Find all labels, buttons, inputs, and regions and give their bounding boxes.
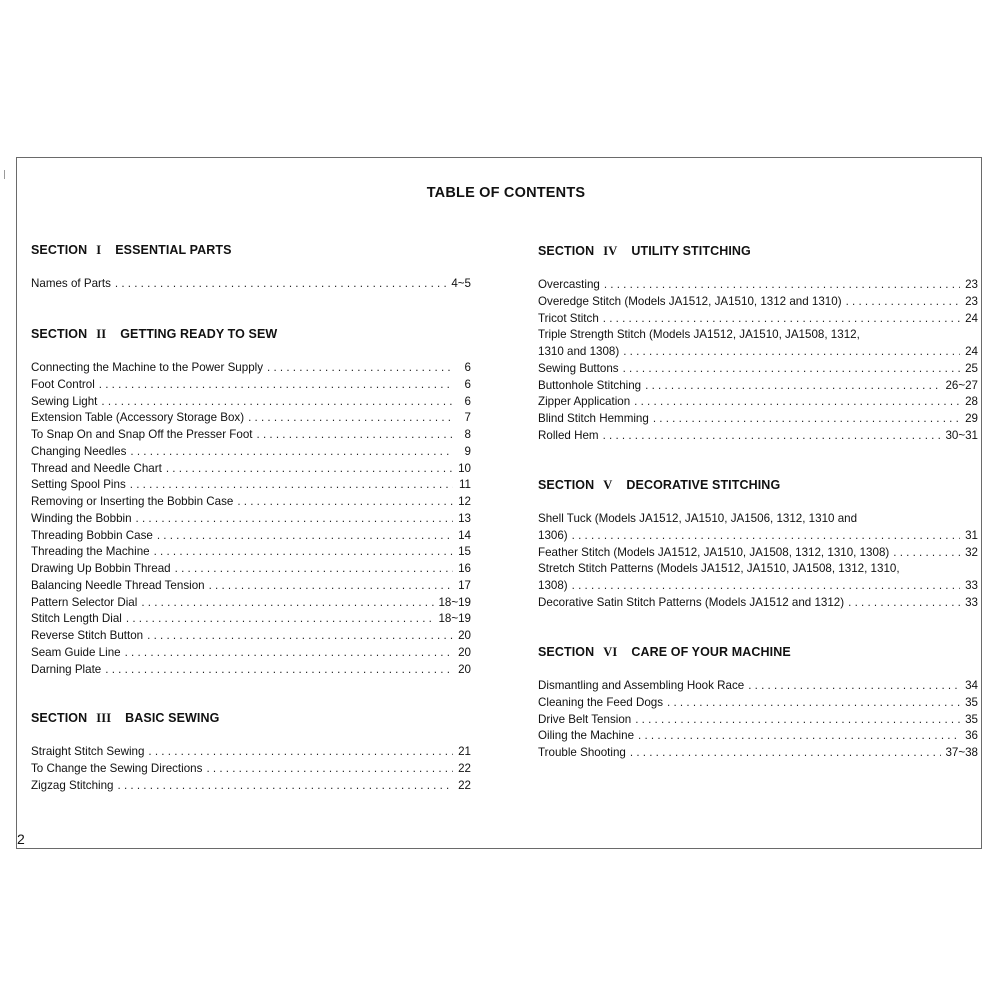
toc-entry-label: Changing Needles [31, 444, 127, 458]
toc-entry-label: Straight Stitch Sewing [31, 745, 145, 758]
toc-entry [538, 511, 978, 528]
toc-entry-page: 29 [965, 412, 978, 425]
toc-entry [31, 761, 471, 778]
toc-entry-label: Dismantling and Assembling Hook Race [538, 679, 745, 692]
toc-entry [538, 678, 978, 695]
dot-leader [105, 662, 453, 679]
toc-entry-list [538, 511, 978, 612]
edge-mark [4, 170, 5, 179]
toc-entry-page: 35 [965, 712, 978, 726]
toc-entry [538, 528, 978, 545]
toc-entry-page: 31 [965, 528, 978, 542]
toc-entry [538, 428, 978, 445]
toc-entry [538, 394, 978, 411]
section-numeral: VI [603, 645, 618, 659]
toc-entry-page: 23 [965, 294, 978, 308]
toc-entry-page: 28 [965, 395, 978, 409]
toc-entry-page: 35 [965, 695, 978, 709]
toc-entry [31, 561, 471, 578]
toc-entry-label: Setting Spool Pins [31, 478, 126, 492]
section-word: SECTION [31, 711, 88, 725]
dot-leader [166, 461, 453, 478]
dot-leader [603, 311, 960, 328]
toc-entry-label: 1310 and 1308) [538, 345, 620, 358]
toc-entry [538, 311, 978, 328]
toc-entry-label: Names of Parts [31, 277, 111, 290]
toc-entry [31, 377, 471, 394]
toc-entry-list [538, 277, 978, 445]
dot-leader [623, 344, 960, 361]
toc-entry-page: 33 [965, 595, 978, 609]
dot-leader [257, 427, 454, 444]
dot-leader [206, 761, 453, 778]
toc-entry-label: Overcasting [538, 278, 600, 291]
toc-entry [31, 276, 471, 293]
section-word: SECTION [31, 327, 88, 341]
toc-entry-label: Cleaning the Feed Dogs [538, 695, 664, 709]
dot-leader [572, 528, 960, 545]
toc-entry-page: 4~5 [451, 277, 471, 290]
toc-entry-page: 22 [458, 761, 471, 775]
section-heading [31, 710, 471, 727]
section-4 [538, 243, 978, 445]
toc-entry [538, 578, 978, 595]
section-3 [31, 710, 471, 794]
toc-entry-label: Darning Plate [31, 662, 102, 676]
toc-entry [31, 611, 471, 628]
dot-leader [630, 745, 942, 762]
toc-entry [538, 277, 978, 294]
dot-leader [237, 494, 453, 511]
toc-entry [538, 327, 978, 344]
toc-entry-page: 20 [458, 645, 471, 659]
dot-leader [653, 411, 960, 428]
page-title: TABLE OF CONTENTS [426, 185, 586, 201]
toc-entry [538, 745, 978, 762]
section-word: SECTION [538, 645, 595, 659]
toc-entry-label: Winding the Bobbin [31, 511, 132, 525]
toc-entry [538, 561, 978, 578]
dot-leader [667, 695, 960, 712]
dot-leader [147, 628, 453, 645]
toc-entry [31, 494, 471, 511]
toc-entry [31, 461, 471, 478]
toc-entry-page: 20 [458, 662, 471, 676]
section-heading [31, 326, 471, 343]
toc-entry-list [538, 678, 978, 762]
toc-entry [538, 378, 978, 395]
toc-entry-label: Connecting the Machine to the Power Supply [31, 361, 264, 374]
toc-entry [31, 410, 471, 427]
dot-leader [175, 561, 453, 578]
toc-entry-page: 18~19 [438, 595, 471, 609]
section-name: BASIC SEWING [125, 711, 220, 725]
toc-entry-list [31, 276, 471, 293]
toc-entry-page: 36 [965, 729, 978, 743]
toc-entry [538, 411, 978, 428]
section-name: UTILITY STITCHING [631, 244, 751, 258]
toc-entry-label: Balancing Needle Thread Tension [31, 578, 205, 592]
toc-entry-page: 15 [458, 545, 471, 559]
toc-entry [31, 528, 471, 545]
toc-entry-page: 6 [464, 394, 471, 408]
dot-leader [248, 410, 453, 427]
toc-entry-label: Zigzag Stitching [31, 778, 114, 792]
toc-entry-page: 37~38 [945, 746, 978, 759]
toc-entry-page: 18~19 [438, 612, 471, 626]
dot-leader [893, 545, 960, 562]
toc-entry-label: Trouble Shooting [538, 746, 626, 759]
toc-entry-label: Blind Stitch Hemming [538, 412, 649, 425]
toc-entry-label: Oiling the Machine [538, 729, 635, 743]
dot-leader [846, 294, 960, 311]
dot-leader [154, 544, 453, 561]
toc-entry [538, 712, 978, 729]
dot-leader [101, 394, 453, 411]
toc-entry [538, 595, 978, 612]
toc-entry [31, 427, 471, 444]
toc-entry-label: Reverse Stitch Button [31, 629, 144, 642]
section-1 [31, 242, 471, 293]
dot-leader [572, 578, 960, 595]
toc-entry [31, 511, 471, 528]
toc-entry-page: 14 [458, 528, 471, 542]
toc-entry-label: Extension Table (Accessory Storage Box) [31, 411, 245, 425]
toc-entry [31, 744, 471, 761]
toc-entry [31, 662, 471, 679]
section-heading [538, 477, 978, 494]
toc-entry-label: Seam Guide Line [31, 645, 121, 659]
section-name: CARE OF YOUR MACHINE [631, 645, 791, 659]
toc-entry [31, 578, 471, 595]
dot-leader [136, 511, 453, 528]
section-word: SECTION [31, 243, 88, 257]
toc-entry-label: Stitch Length Dial [31, 612, 122, 626]
dot-leader [645, 378, 941, 395]
section-2 [31, 326, 471, 678]
toc-entry-label: Feather Stitch (Models JA1512, JA1510, JA1508, 1312, 1310, 1308) [538, 545, 890, 559]
dot-leader [157, 528, 453, 545]
toc-entry-label: Sewing Light [31, 394, 98, 408]
toc-entry-label: Zipper Application [538, 395, 631, 409]
toc-entry-label: Stretch Stitch Patterns (Models JA1512, JA1510, JA1508, 1312, 1310, [538, 562, 900, 576]
toc-entry-label: Thread and Needle Chart [31, 461, 162, 475]
toc-entry-list [31, 744, 471, 794]
toc-entry-page: 9 [464, 444, 471, 458]
dot-leader [638, 728, 960, 745]
toc-entry-label: Buttonhole Stitching [538, 378, 642, 392]
dot-leader [635, 712, 960, 729]
dot-leader [130, 477, 453, 494]
toc-entry-page: 11 [458, 478, 471, 492]
section-numeral: V [603, 478, 613, 492]
dot-leader [848, 595, 960, 612]
toc-entry-label: Overedge Stitch (Models JA1512, JA1510, 1312 and 1310) [538, 294, 842, 308]
dot-leader [118, 778, 454, 795]
toc-entry-label: 1308) [538, 579, 568, 592]
toc-entry-page: 10 [458, 461, 471, 475]
dot-leader [604, 277, 960, 294]
toc-entry [31, 544, 471, 561]
toc-entry-label: Removing or Inserting the Bobbin Case [31, 495, 234, 508]
toc-entry-page: 32 [965, 545, 978, 559]
section-5 [538, 477, 978, 612]
toc-entry-page: 12 [458, 495, 471, 508]
section-numeral: II [96, 327, 107, 341]
toc-entry-label: Foot Control [31, 377, 95, 391]
dot-leader [623, 361, 960, 378]
toc-entry-page: 33 [965, 579, 978, 592]
toc-entry [538, 728, 978, 745]
toc-entry-label: Shell Tuck (Models JA1512, JA1510, JA1506, 1312, 1310 and [538, 512, 858, 525]
toc-entry [31, 628, 471, 645]
toc-entry-page: 22 [458, 778, 471, 792]
toc-entry-label: Drawing Up Bobbin Thread [31, 562, 171, 575]
toc-entry [538, 294, 978, 311]
dot-leader [126, 611, 435, 628]
toc-entry-label: To Change the Sewing Directions [31, 761, 203, 775]
toc-entry-label: Threading Bobbin Case [31, 528, 153, 542]
section-word: SECTION [538, 478, 595, 492]
section-numeral: III [96, 711, 112, 725]
toc-entry-label: 1306) [538, 528, 568, 542]
toc-entry-page: 24 [965, 345, 978, 358]
dot-leader [115, 276, 447, 293]
toc-entry [31, 645, 471, 662]
dot-leader [748, 678, 960, 695]
dot-leader [209, 578, 453, 595]
toc-entry-label: Decorative Satin Stitch Patterns (Models JA1512 and 1312) [538, 595, 845, 609]
toc-entry-page: 25 [965, 361, 978, 375]
section-numeral: I [96, 243, 102, 257]
dot-leader [141, 595, 434, 612]
toc-entry-label: Tricot Stitch [538, 311, 599, 325]
toc-entry [31, 444, 471, 461]
toc-entry-label: Drive Belt Tension [538, 712, 632, 726]
dot-leader [125, 645, 453, 662]
toc-entry-label: Pattern Selector Dial [31, 595, 138, 609]
toc-entry [31, 477, 471, 494]
section-name: DECORATIVE STITCHING [626, 478, 781, 492]
toc-entry-page: 6 [464, 377, 471, 391]
section-heading [538, 243, 978, 260]
toc-entry-page: 34 [965, 679, 978, 692]
toc-entry [31, 360, 471, 377]
toc-entry-page: 13 [458, 511, 471, 525]
toc-entry-page: 24 [965, 311, 978, 325]
section-heading [538, 644, 978, 661]
toc-entry [538, 344, 978, 361]
dot-leader [130, 444, 453, 461]
toc-entry-page: 26~27 [945, 378, 978, 392]
toc-entry-page: 7 [464, 411, 471, 425]
toc-entry-page: 8 [464, 428, 471, 441]
toc-entry [538, 545, 978, 562]
dot-leader [99, 377, 453, 394]
section-numeral: IV [603, 244, 618, 258]
toc-entry-page: 23 [965, 278, 978, 291]
section-6 [538, 644, 978, 762]
dot-leader [148, 744, 453, 761]
toc-entry-label: Rolled Hem [538, 428, 599, 442]
toc-entry-label: Triple Strength Stitch (Models JA1512, JA1510, JA1508, 1312, [538, 328, 860, 342]
dot-leader [634, 394, 960, 411]
toc-entry [31, 394, 471, 411]
toc-entry [31, 778, 471, 795]
toc-entry-list [31, 360, 471, 678]
toc-entry-label: Threading the Machine [31, 545, 150, 559]
section-name: ESSENTIAL PARTS [115, 243, 232, 257]
toc-entry [538, 695, 978, 712]
page-number: 2 [17, 831, 25, 847]
toc-entry [538, 361, 978, 378]
section-word: SECTION [538, 244, 595, 258]
dot-leader [267, 360, 453, 377]
section-name: GETTING READY TO SEW [120, 327, 278, 341]
toc-entry-page: 17 [458, 578, 471, 592]
toc-entry [31, 595, 471, 612]
toc-entry-page: 20 [458, 629, 471, 642]
toc-entry-page: 16 [458, 562, 471, 575]
section-heading [31, 242, 471, 259]
toc-entry-page: 30~31 [945, 428, 978, 442]
toc-entry-label: Sewing Buttons [538, 361, 619, 375]
toc-entry-page: 21 [458, 745, 471, 758]
toc-entry-page: 6 [464, 361, 471, 374]
toc-entry-label: To Snap On and Snap Off the Presser Foot [31, 428, 253, 441]
dot-leader [603, 428, 942, 445]
